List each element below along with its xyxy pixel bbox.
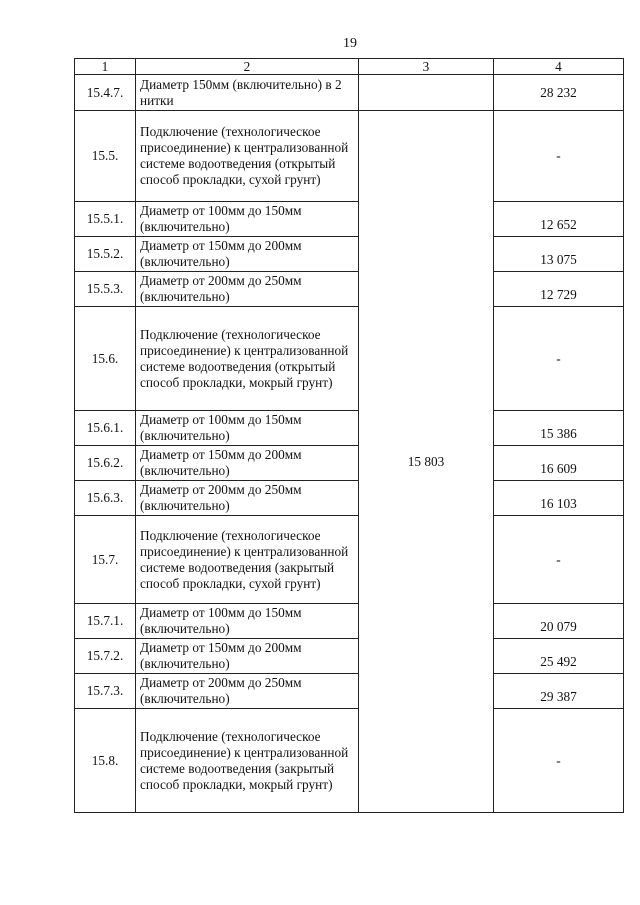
row-description: Диаметр от 200мм до 250мм (включительно) xyxy=(136,481,359,516)
row-description: Диаметр от 200мм до 250мм (включительно) xyxy=(136,272,359,307)
row-number: 15.8. xyxy=(75,709,136,813)
tariff-table xyxy=(74,58,624,813)
row-description: Диаметр от 150мм до 200мм (включительно) xyxy=(136,237,359,272)
table-row xyxy=(75,272,624,307)
table-row xyxy=(75,75,624,111)
table-row xyxy=(75,111,624,202)
row-description: Подключение (технологическое присоединение) к централизованной системе водоотведения (открытый способ прокладки, сухой грунт) xyxy=(136,111,359,202)
row-value: - xyxy=(494,516,624,604)
table-header-row xyxy=(75,59,624,75)
table-row xyxy=(75,709,624,813)
table-row xyxy=(75,516,624,604)
row-number: 15.5.2. xyxy=(75,237,136,272)
row-number: 15.7.3. xyxy=(75,674,136,709)
row-value: - xyxy=(494,111,624,202)
table-row xyxy=(75,639,624,674)
row-value: 28 232 xyxy=(494,75,624,111)
row-number: 15.6. xyxy=(75,307,136,411)
row-description: Диаметр от 200мм до 250мм (включительно) xyxy=(136,674,359,709)
row-value: 13 075 xyxy=(494,237,624,272)
table-row xyxy=(75,307,624,411)
row-value: - xyxy=(494,709,624,813)
row-description: Диаметр от 100мм до 150мм (включительно) xyxy=(136,202,359,237)
table-row xyxy=(75,202,624,237)
table-row xyxy=(75,237,624,272)
column-header: 4 xyxy=(494,59,624,75)
row-description: Диаметр от 150мм до 200мм (включительно) xyxy=(136,446,359,481)
row-value: 16 103 xyxy=(494,481,624,516)
row-description: Диаметр от 100мм до 150мм (включительно) xyxy=(136,411,359,446)
row-value: 20 079 xyxy=(494,604,624,639)
row-number: 15.5. xyxy=(75,111,136,202)
row-number: 15.6.1. xyxy=(75,411,136,446)
row-description: Подключение (технологическое присоединение) к централизованной системе водоотведения (закрытый способ прокладки, мокрый грунт) xyxy=(136,709,359,813)
row-value: 12 729 xyxy=(494,272,624,307)
row-number: 15.6.3. xyxy=(75,481,136,516)
row-number: 15.4.7. xyxy=(75,75,136,111)
row-value: 25 492 xyxy=(494,639,624,674)
table-row xyxy=(75,446,624,481)
column-header: 3 xyxy=(359,59,494,75)
row-value: 15 386 xyxy=(494,411,624,446)
merged-value-cell: 15 803 xyxy=(359,111,494,813)
row-number: 15.5.3. xyxy=(75,272,136,307)
table-row xyxy=(75,674,624,709)
page-number: 19 xyxy=(343,36,357,51)
table-row xyxy=(75,481,624,516)
row-number: 15.7.1. xyxy=(75,604,136,639)
row-description: Диаметр от 150мм до 200мм (включительно) xyxy=(136,639,359,674)
row-value: - xyxy=(494,307,624,411)
empty-cell xyxy=(359,75,494,111)
row-description: Диаметр 150мм (включительно) в 2 нитки xyxy=(136,75,359,111)
column-header: 2 xyxy=(136,59,359,75)
row-number: 15.6.2. xyxy=(75,446,136,481)
table-row xyxy=(75,604,624,639)
row-value: 29 387 xyxy=(494,674,624,709)
column-header: 1 xyxy=(75,59,136,75)
row-number: 15.7. xyxy=(75,516,136,604)
row-description: Подключение (технологическое присоединение) к централизованной системе водоотведения (закрытый способ прокладки, сухой грунт) xyxy=(136,516,359,604)
row-description: Подключение (технологическое присоединение) к централизованной системе водоотведения (открытый способ прокладки, мокрый грунт) xyxy=(136,307,359,411)
row-number: 15.7.2. xyxy=(75,639,136,674)
row-value: 12 652 xyxy=(494,202,624,237)
table-row xyxy=(75,411,624,446)
row-number: 15.5.1. xyxy=(75,202,136,237)
row-value: 16 609 xyxy=(494,446,624,481)
row-description: Диаметр от 100мм до 150мм (включительно) xyxy=(136,604,359,639)
